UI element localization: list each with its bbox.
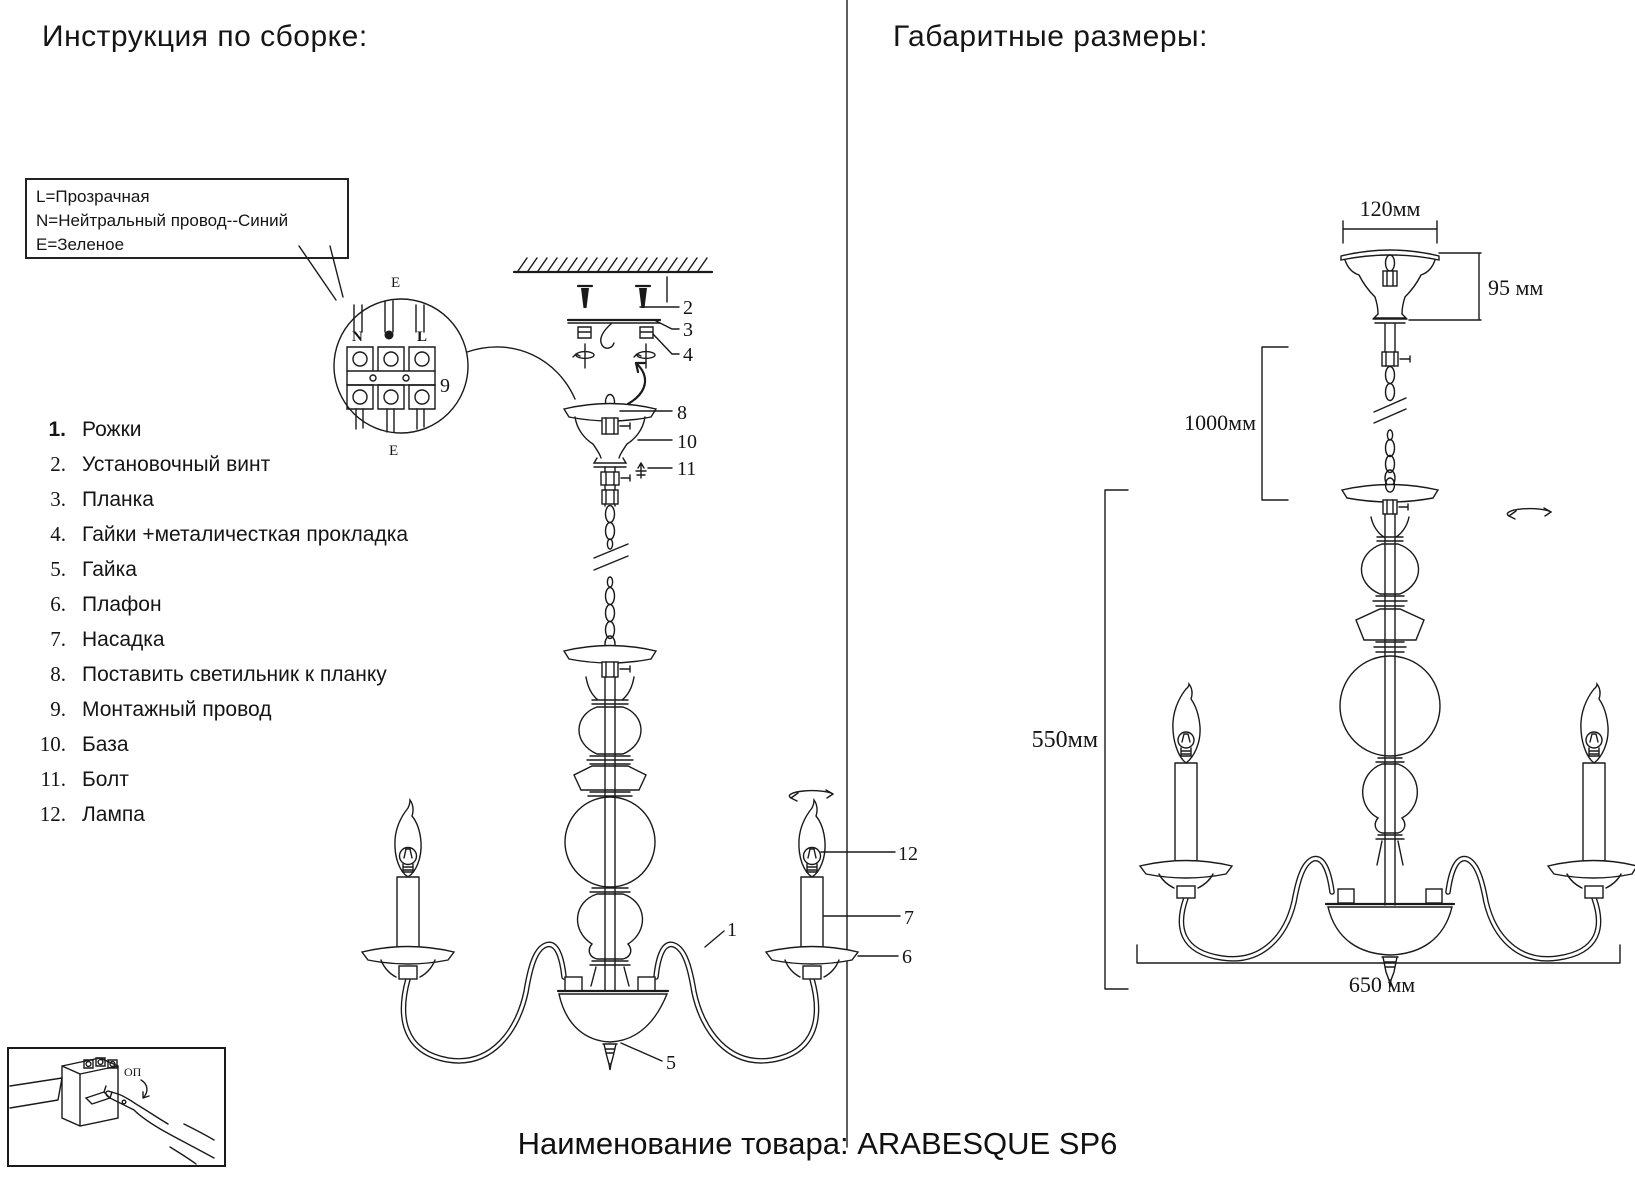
list-item: 8. Поставить светильник к планку [50,662,387,686]
wire-label-l: L [417,329,428,345]
list-item: 9. Монтажный провод [50,697,272,721]
list-item: 5. Гайка [50,557,137,581]
turn-arrow-icon [573,344,594,368]
wire-label-n: N [352,329,363,345]
bulb-icon [400,848,417,873]
list-item: 6. Плафон [50,592,162,616]
wire-color-legend [25,178,349,259]
dimension-chain [1184,347,1288,500]
callout-1: 1 [727,919,737,941]
candle-right-1 [1140,684,1232,898]
parts-list [20,412,408,832]
glass-stack-right [1340,478,1440,905]
list-item: 2. Установочный винт [50,452,271,476]
mounting-plate [568,320,660,368]
callout-8: 8 [677,402,687,424]
dimension-canopy-height [1409,253,1543,320]
callout-9: 9 [440,375,450,397]
chain-left [594,506,628,653]
list-item: 11. Болт [40,767,129,791]
off-label: ОП [124,1065,142,1079]
callout-10: 10 [677,431,697,453]
glass-stack-left [564,646,656,992]
callout-12: 12 [898,843,918,865]
anchor-screws [578,277,667,308]
list-item: 7. Насадка [50,627,165,651]
callout-11: 11 [677,458,697,480]
legend-line-neutral: N=Нейтральный провод--Синий [36,211,289,230]
terminal-block [347,347,435,409]
dim-1000-label: 1000мм [1184,410,1256,435]
bulb-icon [1586,732,1602,756]
list-item: 1. Рожки [48,418,142,441]
list-item: 10. База [39,732,129,756]
page-title-left: Инструкция по сборке: [42,20,368,53]
ceiling [514,258,712,272]
bulb-icon [1178,732,1194,756]
rotate-arrow-icon [789,790,833,801]
finial-left [603,1044,617,1070]
dimension-body-height [1032,490,1128,989]
dimension-canopy-width [1343,196,1437,243]
callout-5: 5 [666,1052,676,1074]
list-item: 3. Планка [50,487,154,511]
dim-650-label: 650 мм [1348,972,1416,997]
wire-label-top: E [391,275,401,291]
callout-7: 7 [904,907,914,929]
dim-95-label: 95 мм [1488,275,1544,300]
dim-550-label: 550мм [1031,727,1098,753]
dim-120-label: 120мм [1359,196,1421,221]
list-item: 12. Лампа [39,802,145,826]
callout-2: 2 [683,297,693,319]
bolt-icon [636,463,646,478]
rotate-arrow-icon [1507,508,1551,519]
page-title-right: Габаритные размеры: [893,20,1208,53]
wire-label-bottom: E [389,443,399,459]
chain-right [1374,367,1406,487]
legend-line-earth: E=Зеленое [36,235,125,254]
product-name-caption: Наименование товара: ARABESQUE SP6 [517,1126,1118,1161]
canopy-right [1341,250,1439,366]
earth-dot-icon [385,331,394,340]
callout-4: 4 [683,344,693,366]
candle-right-2 [1548,684,1635,898]
legend-line-live: L=Прозрачная [36,187,150,206]
callout-3: 3 [683,319,693,341]
callout-6: 6 [902,946,912,968]
bulb-icon [804,848,821,873]
candle-left-2 [766,790,858,979]
list-item: 4. Гайки +металичесткая прокладка [50,522,409,546]
